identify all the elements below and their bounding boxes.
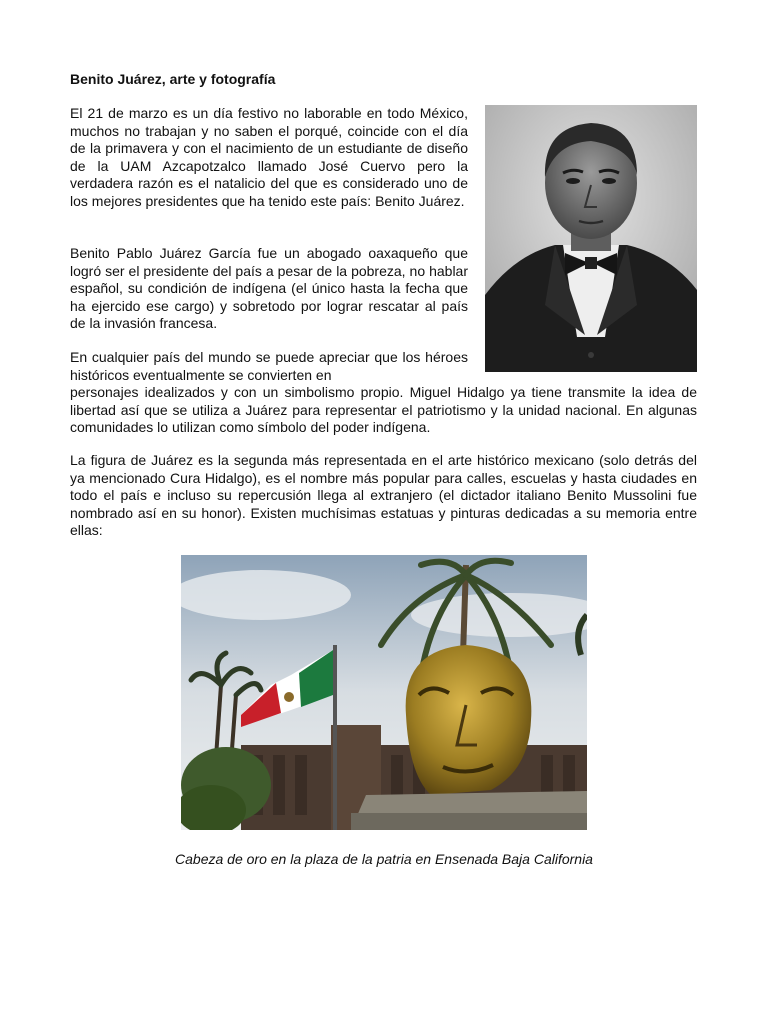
paragraph-3-top: En cualquier país del mundo se puede apreciar que los héroes históricos eventualmente se convierten en: [70, 349, 468, 383]
paragraph-4: La figura de Juárez es la segunda más representada en el arte histórico mexicano (solo detrás del ya mencionado Cura Hidalgo), es el nombre más popular para calles, escuelas y hasta ciudades en todo el país e incluso su repercusión llega al extranjero (el dictador italiano Benito Mussolini fue nombrado así en su honor). Existen muchísimas estatuas y pinturas dedicadas a su memoria entre ellas:: [70, 452, 697, 538]
paragraph-1: El 21 de marzo es un día festivo no laborable en todo México, muchos no trabajan y no saben el porqué, coincide con el día de la primavera y con el nacimiento de un estudiante de diseño de la UAM Azcapotzalco llamado José Cuervo pero la verdadera razón es el natalicio del que es considerado uno de los mejores presidentes que ha tenido este país: Benito Juárez.: [70, 105, 468, 209]
paragraph-2: Benito Pablo Juárez García fue un abogado oaxaqueño que logró ser el presidente del país a pesar de la pobreza, no hablar español, su condición de indígena (el único hasta la fecha que ha ejercido ese cargo) y sobretodo por lograr rescatar al país de la invasión francesa.: [70, 245, 468, 331]
benito-juarez-portrait: [485, 105, 697, 372]
golden-head-monument-photo: [181, 555, 587, 830]
document-title: Benito Juárez, arte y fotografía: [70, 71, 276, 87]
paragraph-3-bottom: personajes idealizados y con un simbolismo propio. Miguel Hidalgo ya tiene transmite la idea de libertad así que se utiliza a Juárez para representar el patriotismo y la unidad nacional. En algunas comunidades lo utilizan como símbolo del poder indígena.: [70, 384, 697, 435]
image-caption: Cabeza de oro en la plaza de la patria en Ensenada Baja California: [175, 851, 593, 867]
